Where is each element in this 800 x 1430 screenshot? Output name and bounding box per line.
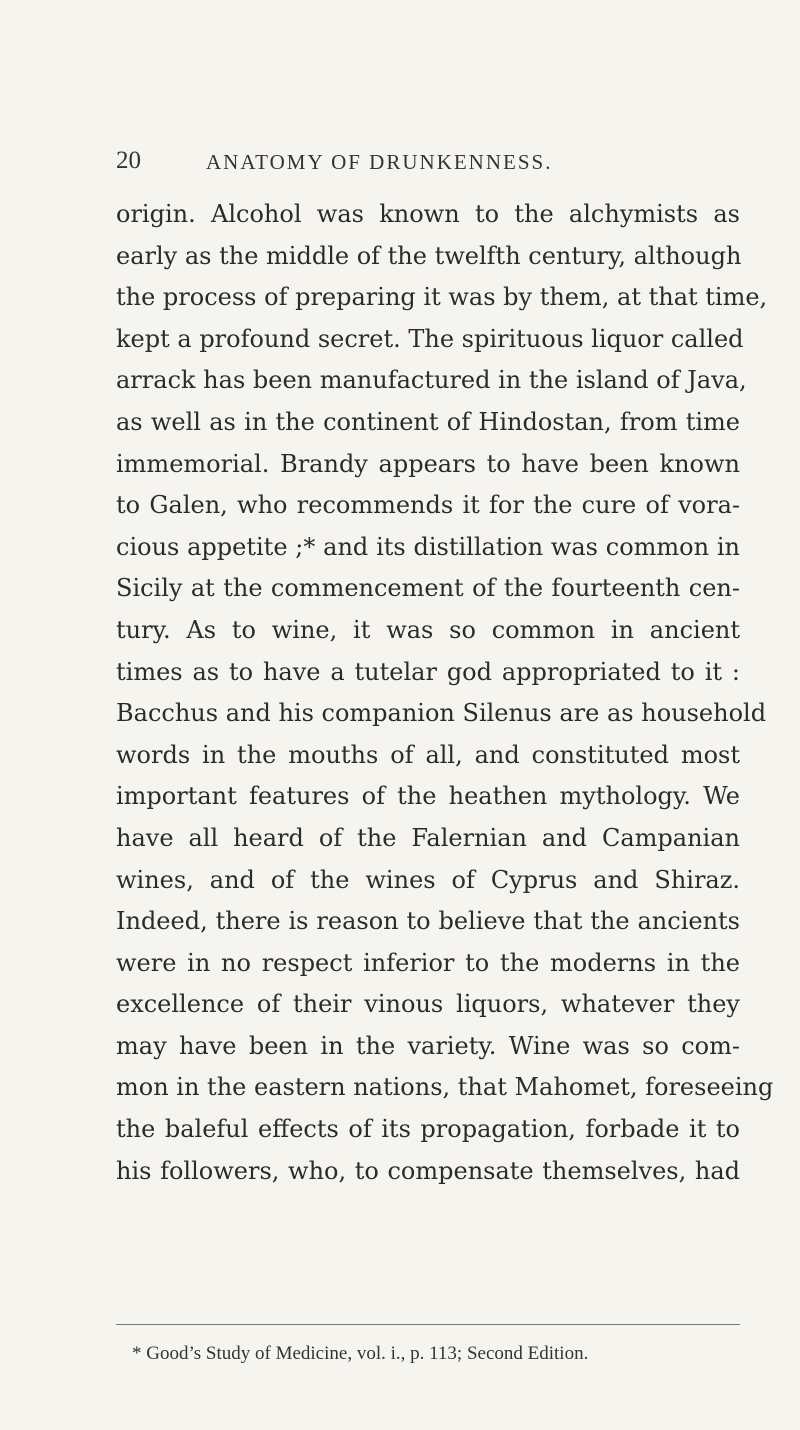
text-line: were in no respect inferior to the moderns in the: [116, 948, 740, 977]
text-line: Indeed, there is reason to believe that the ancients: [116, 907, 740, 936]
text-line: origin. Alcohol was known to the alchymists as: [116, 200, 740, 228]
text-line: early as the middle of the twelfth century, although: [116, 241, 742, 270]
text-line: Bacchus and his companion Silenus are as household: [116, 699, 767, 728]
text-line: as well as in the continent of Hindostan, from time: [116, 407, 740, 436]
text-line: to Galen, who recommends it for the cure of vora-: [116, 491, 740, 520]
footnote-divider: [116, 1324, 740, 1325]
text-line: cious appetite ;* and its distillation was common in: [116, 532, 740, 561]
text-line: important features of the heathen mythology. We: [116, 782, 740, 811]
text-line: his followers, who, to compensate themselves, had: [116, 1156, 740, 1185]
running-title: ANATOMY OF DRUNKENNESS.: [206, 150, 553, 174]
text-line: tury. As to wine, it was so common in ancient: [116, 615, 740, 644]
text-line: the baleful effects of its propagation, forbade it to: [116, 1115, 740, 1144]
text-line: Sicily at the commencement of the fourteenth cen-: [116, 574, 740, 603]
text-line: wines, and of the wines of Cyprus and Shiraz.: [116, 865, 740, 894]
text-line: the process of preparing it was by them, at that time,: [116, 283, 768, 312]
text-line: times as to have a tutelar god appropriated to it :: [116, 657, 740, 686]
running-head: [116, 146, 736, 176]
text-line: kept a profound secret. The spirituous liquor called: [116, 324, 744, 353]
text-line: words in the mouths of all, and constituted most: [116, 740, 740, 769]
text-line: excellence of their vinous liquors, whatever they: [116, 990, 740, 1019]
page-number: 20: [116, 147, 141, 174]
text-line: arrack has been manufactured in the island of Java,: [116, 366, 747, 395]
footnote: * Good’s Study of Medicine, vol. i., p. 113; Second Edition.: [132, 1343, 589, 1364]
text-line: immemorial. Brandy appears to have been known: [116, 449, 740, 478]
text-line: have all heard of the Falernian and Campanian: [116, 823, 740, 852]
body-text: [116, 194, 774, 1192]
text-line: may have been in the variety. Wine was so com-: [116, 1031, 740, 1060]
text-line: mon in the eastern nations, that Mahomet, foreseeing: [116, 1073, 774, 1102]
